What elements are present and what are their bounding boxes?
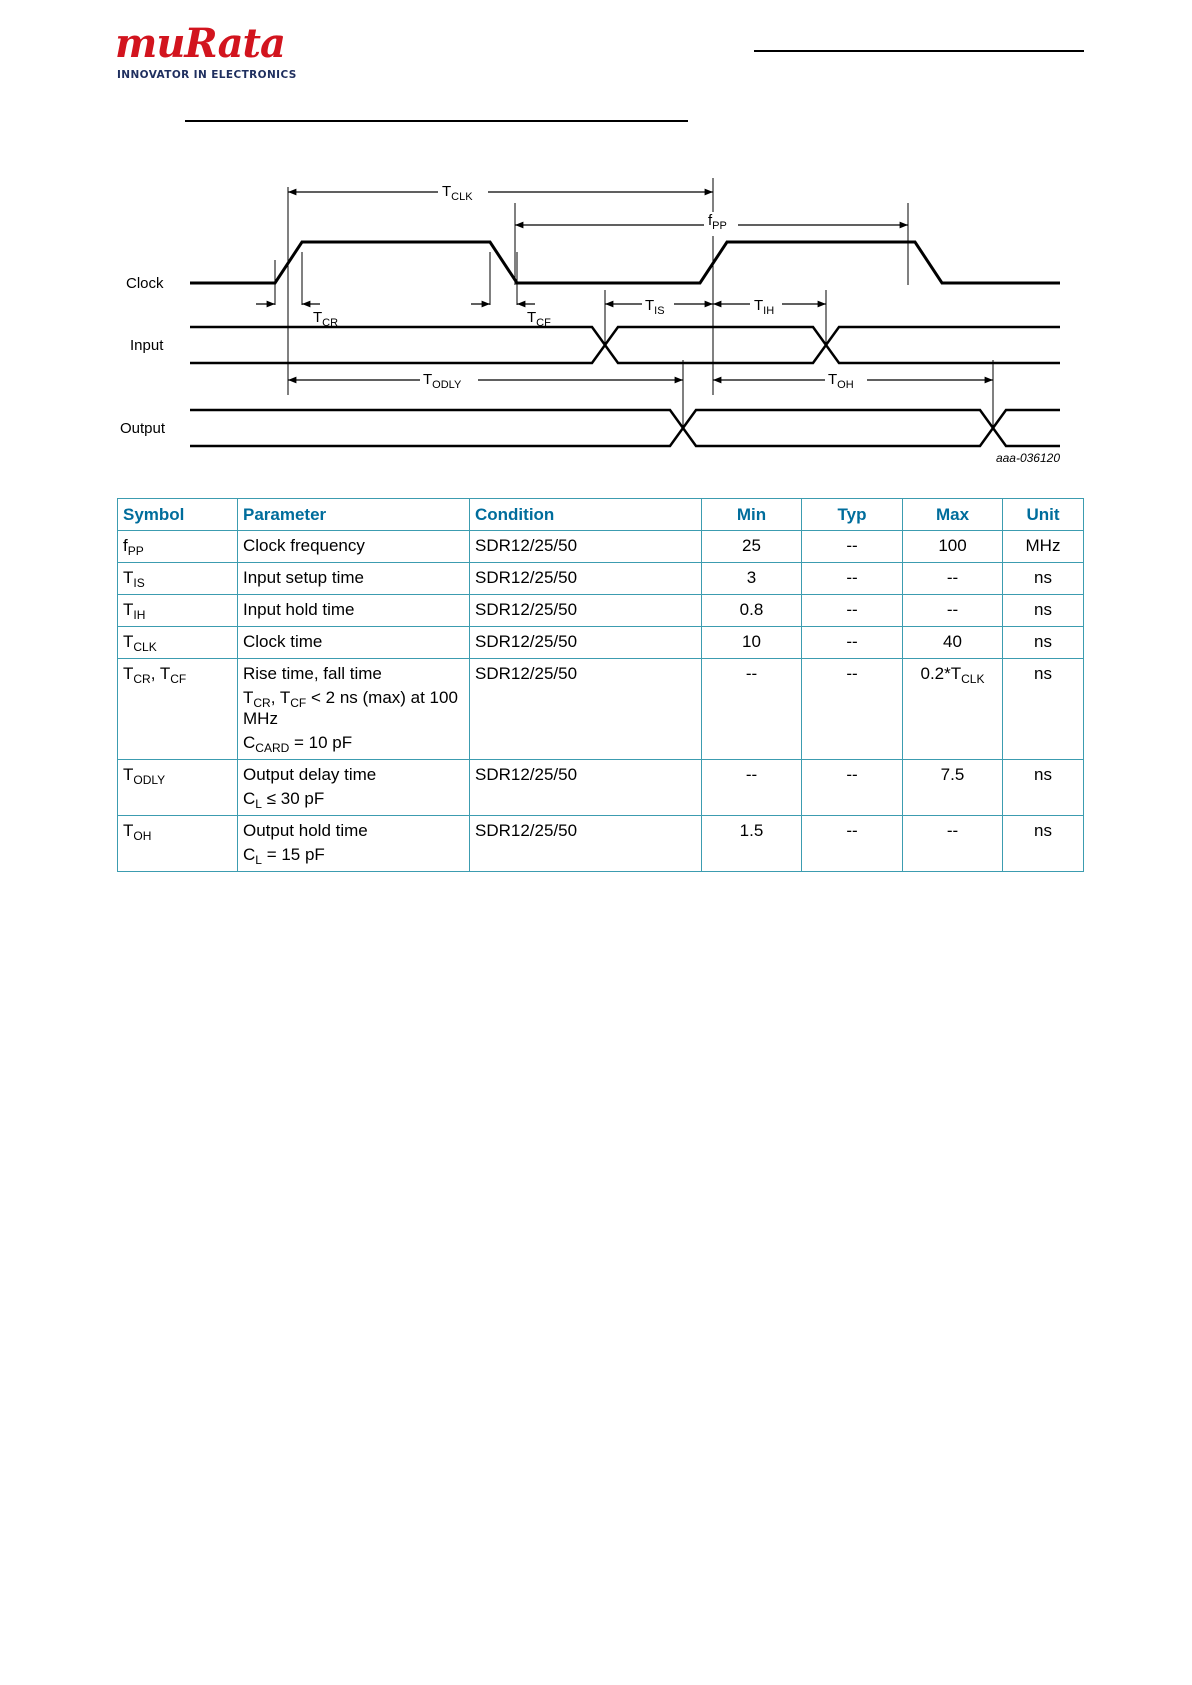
typ-cell: --: [802, 531, 903, 563]
symbol-cell: $T_{IS}$: [118, 563, 238, 595]
output-label: Output: [120, 420, 166, 437]
condition-cell: SDR12/25/50: [470, 659, 702, 760]
condition-cell: SDR12/25/50: [470, 627, 702, 659]
max-cell: 7.5: [903, 760, 1003, 816]
condition-cell: SDR12/25/50: [470, 531, 702, 563]
table-row: [118, 659, 1084, 760]
header-symbol: Symbol: [118, 499, 238, 531]
timing-spec-table: [117, 498, 1084, 872]
logo-wordmark: muRata: [115, 20, 285, 67]
typ-cell: --: [802, 760, 903, 816]
symbol-cell: $T_{CR}$, $T_{CF}$: [118, 659, 238, 760]
min-cell: --: [702, 659, 802, 760]
typ-cell: --: [802, 595, 903, 627]
min-cell: --: [702, 760, 802, 816]
parameter-cell: Input hold time: [238, 595, 470, 627]
unit-cell: MHz: [1003, 531, 1084, 563]
unit-cell: ns: [1003, 659, 1084, 760]
figure-id: aaa-036120: [995, 451, 1060, 465]
condition-cell: SDR12/25/50: [470, 816, 702, 872]
table-row: [118, 760, 1084, 816]
symbol-cell: $T_{ODLY}$: [118, 760, 238, 816]
tclk-label: $T_{CLK}$: [442, 183, 473, 203]
tih-label: $T_{IH}$: [754, 297, 775, 317]
header-min: Min: [702, 499, 802, 531]
max-cell: $0.2*T_{CLK}$: [903, 659, 1003, 760]
tcr-label: $T_{CR}$: [313, 309, 339, 329]
typ-cell: --: [802, 563, 903, 595]
max-cell: --: [903, 563, 1003, 595]
fpp-label: $f_{PP}$: [708, 212, 727, 232]
max-cell: 100: [903, 531, 1003, 563]
symbol-cell: $T_{IH}$: [118, 595, 238, 627]
unit-cell: ns: [1003, 816, 1084, 872]
max-cell: --: [903, 595, 1003, 627]
unit-cell: ns: [1003, 627, 1084, 659]
unit-cell: ns: [1003, 760, 1084, 816]
timing-diagram: [120, 170, 1070, 470]
min-cell: 0.8: [702, 595, 802, 627]
table-header-row: [118, 499, 1084, 531]
table-row: [118, 627, 1084, 659]
clock-label: Clock: [126, 275, 164, 292]
header-typ: Typ: [802, 499, 903, 531]
typ-cell: --: [802, 659, 903, 760]
toh-label: $T_{OH}$: [828, 371, 854, 391]
condition-cell: SDR12/25/50: [470, 563, 702, 595]
unit-cell: ns: [1003, 595, 1084, 627]
condition-cell: SDR12/25/50: [470, 595, 702, 627]
symbol-cell: $T_{CLK}$: [118, 627, 238, 659]
header-condition: Condition: [470, 499, 702, 531]
tcf-label: $T_{CF}$: [527, 309, 551, 329]
section-rule: [185, 120, 688, 122]
unit-cell: ns: [1003, 563, 1084, 595]
symbol-cell: $T_{OH}$: [118, 816, 238, 872]
input-label: Input: [130, 337, 164, 354]
output-waveform: [190, 410, 1060, 446]
input-waveform: [190, 327, 1060, 363]
header-rule-right: [754, 50, 1084, 52]
parameter-cell: Rise time, fall time $T_{CR}$, $T_{CF} < 2$ ns (max) at 100 MHz $C_{CARD} = 10$ pF: [238, 659, 470, 760]
table-row: [118, 563, 1084, 595]
min-cell: 10: [702, 627, 802, 659]
typ-cell: --: [802, 627, 903, 659]
max-cell: 40: [903, 627, 1003, 659]
table-row: [118, 816, 1084, 872]
header-unit: Unit: [1003, 499, 1084, 531]
logo-tagline: INNOVATOR IN ELECTRONICS: [117, 69, 297, 81]
parameter-cell: Input setup time: [238, 563, 470, 595]
symbol-cell: $f_{PP}$: [118, 531, 238, 563]
min-cell: 25: [702, 531, 802, 563]
table-row: [118, 531, 1084, 563]
min-cell: 3: [702, 563, 802, 595]
header-max: Max: [903, 499, 1003, 531]
todly-label: $T_{ODLY}$: [423, 371, 462, 391]
table-row: [118, 595, 1084, 627]
min-cell: 1.5: [702, 816, 802, 872]
reference-lines: [275, 178, 993, 428]
parameter-cell: Output hold time $C_L = 15$ pF: [238, 816, 470, 872]
tis-label: $T_{IS}$: [645, 297, 665, 317]
murata-logo: [115, 22, 315, 84]
parameter-cell: Clock frequency: [238, 531, 470, 563]
max-cell: --: [903, 816, 1003, 872]
header-parameter: Parameter: [238, 499, 470, 531]
parameter-cell: Output delay time $C_L \le 30$ pF: [238, 760, 470, 816]
condition-cell: SDR12/25/50: [470, 760, 702, 816]
typ-cell: --: [802, 816, 903, 872]
parameter-cell: Clock time: [238, 627, 470, 659]
clock-waveform: [190, 242, 1060, 283]
